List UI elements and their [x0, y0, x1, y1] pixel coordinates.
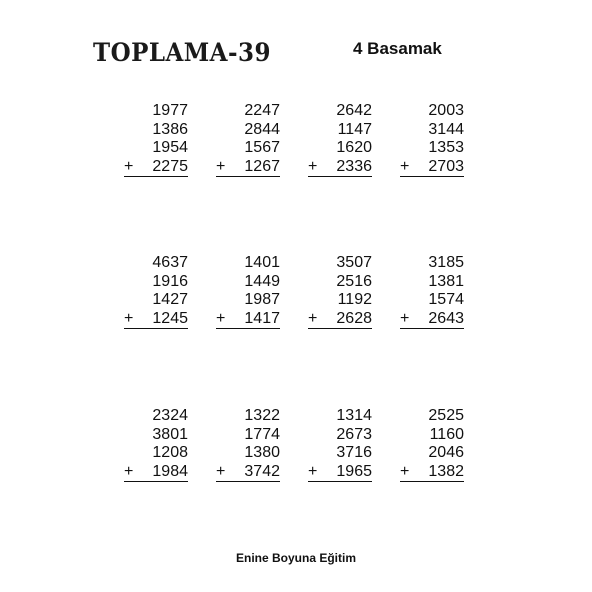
addend: 2046 [428, 444, 464, 461]
addend-row [400, 139, 464, 158]
addend-row [308, 139, 372, 158]
addend: 1427 [152, 291, 188, 308]
addend: 3742 [244, 462, 280, 480]
addend: 1353 [428, 139, 464, 156]
addend-row [308, 444, 372, 463]
addend-row-with-operator [124, 158, 188, 178]
addend: 1449 [244, 272, 280, 290]
footer-brand: Enine Boyuna Eğitim [235, 551, 356, 565]
addition-problem [124, 102, 188, 177]
plus-sign: + [400, 157, 410, 175]
addend-row [308, 121, 372, 140]
addend: 2247 [244, 102, 280, 119]
addend-row-with-operator [124, 310, 188, 330]
addend-row-with-operator [216, 158, 280, 178]
addend: 1386 [152, 120, 188, 138]
addend-row [400, 121, 464, 140]
addend: 3716 [336, 444, 372, 461]
addend-row [308, 407, 372, 426]
addend-row [400, 291, 464, 310]
addend: 1987 [244, 291, 280, 308]
addend-row [124, 102, 188, 121]
addition-problem [400, 407, 464, 482]
plus-sign: + [216, 462, 226, 480]
addend: 2336 [336, 157, 372, 175]
addend-row [400, 444, 464, 463]
addend: 1567 [244, 139, 280, 156]
addend-row [216, 444, 280, 463]
addend-row-with-operator [216, 310, 280, 330]
plus-sign: + [124, 309, 134, 327]
addend: 3185 [428, 254, 464, 271]
addend-row [124, 254, 188, 273]
addition-problem [400, 102, 464, 177]
plus-sign: + [216, 157, 226, 175]
addend-row [216, 139, 280, 158]
plus-sign: + [216, 309, 226, 327]
addend: 2628 [336, 309, 372, 327]
addend-row [400, 426, 464, 445]
addend: 1160 [429, 425, 464, 443]
addend: 1245 [152, 309, 188, 327]
addition-problem [308, 254, 372, 329]
addend: 1322 [244, 407, 280, 424]
addend-row [124, 426, 188, 445]
addend-row [308, 291, 372, 310]
addition-problem [216, 102, 280, 177]
addend: 1984 [152, 462, 188, 480]
addend-row [400, 102, 464, 121]
addend-row [400, 273, 464, 292]
addend: 1417 [244, 309, 280, 327]
addend-row-with-operator [308, 158, 372, 178]
addend: 2003 [428, 102, 464, 119]
addend-row [124, 407, 188, 426]
addend: 1620 [336, 139, 372, 156]
addend-row [216, 254, 280, 273]
addend: 1574 [428, 291, 464, 308]
addend-row [124, 291, 188, 310]
addend-row-with-operator [124, 463, 188, 483]
addition-problem [124, 407, 188, 482]
addend: 3144 [428, 120, 464, 138]
addend: 1208 [152, 444, 188, 461]
worksheet-title: TOPLAMA-39 [93, 38, 271, 67]
addend-row [124, 273, 188, 292]
addend: 3801 [152, 425, 188, 443]
plus-sign: + [400, 462, 410, 480]
addend-row [216, 121, 280, 140]
addend-row [308, 102, 372, 121]
addend-row-with-operator [400, 463, 464, 483]
addend-row-with-operator [216, 463, 280, 483]
addend: 1382 [428, 462, 464, 480]
addend: 2275 [152, 157, 188, 175]
addend-row [216, 291, 280, 310]
addend-row [124, 139, 188, 158]
addition-problem [308, 102, 372, 177]
addend: 2673 [336, 425, 372, 443]
addend-row [400, 407, 464, 426]
plus-sign: + [308, 157, 318, 175]
addend: 1267 [244, 157, 280, 175]
addend: 2324 [152, 407, 188, 424]
plus-sign: + [124, 157, 134, 175]
addend-row [124, 444, 188, 463]
addend: 2643 [428, 309, 464, 327]
addend: 1381 [428, 272, 464, 290]
addend-row-with-operator [308, 463, 372, 483]
addend: 2703 [428, 157, 464, 175]
addend-row [216, 426, 280, 445]
addition-problem [308, 407, 372, 482]
addend: 1401 [244, 254, 280, 271]
addend: 2516 [336, 272, 372, 290]
addend: 1977 [152, 102, 188, 119]
plus-sign: + [400, 309, 410, 327]
addend-row [308, 273, 372, 292]
addend: 1192 [337, 291, 372, 308]
addend-row [308, 254, 372, 273]
addend: 1314 [336, 407, 372, 424]
plus-sign: + [308, 462, 318, 480]
addend: 1147 [337, 120, 372, 138]
addend: 2642 [336, 102, 372, 119]
addend: 1916 [152, 272, 188, 290]
addend-row-with-operator [400, 158, 464, 178]
worksheet-subtitle: 4 Basamak [353, 39, 442, 58]
addition-problem [124, 254, 188, 329]
addend-row-with-operator [308, 310, 372, 330]
addend: 2525 [428, 407, 464, 424]
addend-row [216, 102, 280, 121]
addition-problem [216, 407, 280, 482]
addend-row [400, 254, 464, 273]
addend: 3507 [336, 254, 372, 271]
addend-row-with-operator [400, 310, 464, 330]
plus-sign: + [308, 309, 318, 327]
addition-problem [400, 254, 464, 329]
addend: 1774 [244, 425, 280, 443]
addend: 1380 [244, 444, 280, 461]
plus-sign: + [124, 462, 134, 480]
addend-row [308, 426, 372, 445]
addend: 4637 [152, 254, 188, 271]
addend-row [216, 407, 280, 426]
addend: 1965 [336, 462, 372, 480]
addend-row [124, 121, 188, 140]
addend-row [216, 273, 280, 292]
addend: 1954 [152, 139, 188, 156]
addend: 2844 [244, 120, 280, 138]
addition-problem [216, 254, 280, 329]
